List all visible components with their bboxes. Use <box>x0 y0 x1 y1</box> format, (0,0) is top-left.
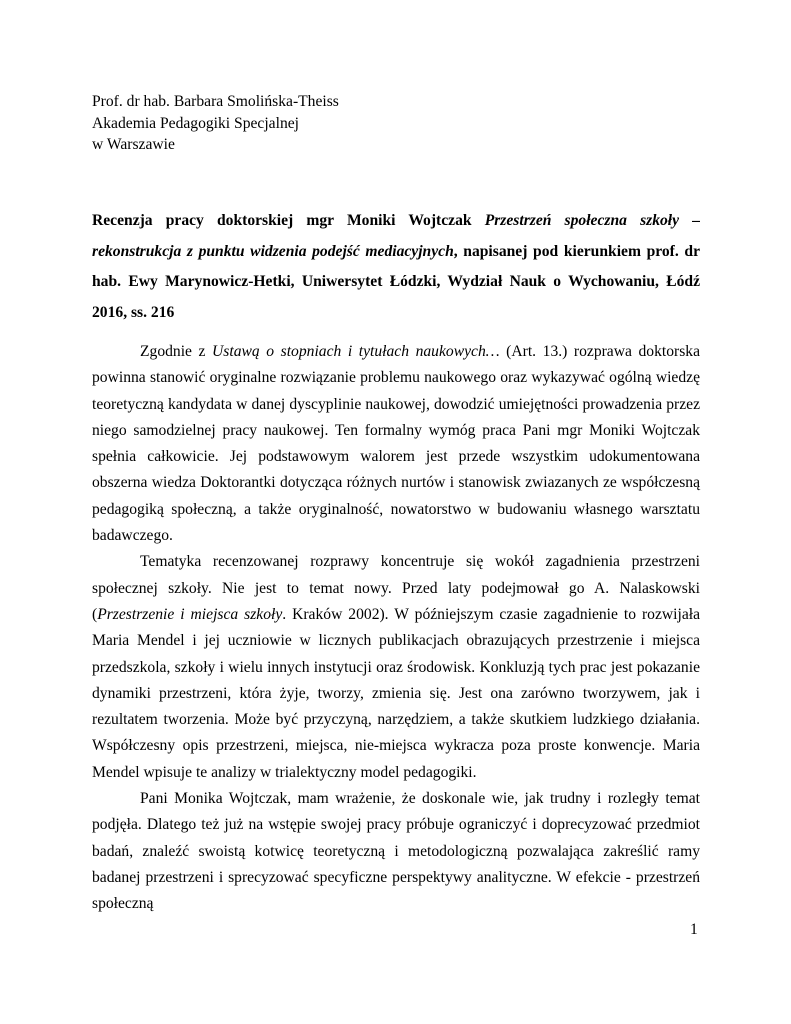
author-address-block <box>92 91 339 156</box>
page-number: 1 <box>690 921 698 938</box>
author-city: w Warszawie <box>92 136 175 153</box>
title-lead: Recenzja pracy doktorskiej mgr Moniki Wojtczak <box>92 212 485 229</box>
title-thesis-name: Przestrzeń społeczna szkoły – rekonstrukcja z punktu widzenia podejść mediacyjnych <box>92 212 700 260</box>
paragraph-2: Tematyka recenzowanej rozprawy koncentruje się wokół zagadnienia przestrzeni społecznej szkoły. Nie jest to temat nowy. Przed laty podejmował go A. Nalaskowski (Przestrzenie i miejsca szkoły. Kraków 2002). W późniejszym czasie zagadnienie to rozwijała Maria Mendel i jej uczniowie w licznych publikacjach obrazujących przestrzenie i miejsca przedszkola, szkoły i wielu innych instytucji oraz środowisk. Konkluzją tych prac jest pokazanie dynamiki przestrzeni, która żyje, tworzy, zmienia się. Jest ona zarówno tworzywem, jak i rezultatem tworzenia. Może być przyczyną, narzędziem, a także skutkiem ludzkiego działania. Współczesny opis przestrzeni, miejsca, nie-miejsca wykracza poza proste konwencje. Maria Mendel wpisuje te analizy w trialektyczny model pedagogiki. <box>92 553 700 781</box>
review-title <box>92 206 700 328</box>
paragraph-1: Zgodnie z Ustawą o stopniach i tytułach naukowych… (Art. 13.) rozprawa doktorska powinna stanowić oryginalne rozwiązanie problemu naukowego oraz wykazywać ogólną wiedzę teoretyczną kandydata w danej dyscyplinie naukowej, dowodzić umiejętności prowadzenia przez niego samodzielnej pracy naukowej. Ten formalny wymóg praca Pani mgr Moniki Wojtczak spełnia całkowicie. Jej podstawowym walorem jest przede wszystkim udokumentowana obszerna wiedza Doktorantki dotycząca różnych nurtów i stanowisk zwiazanych ze współczesną pedagogiką społeczną, a także oryginalność, nowatorstwo w budowaniu własnego warsztatu badawczego. <box>92 343 700 545</box>
author-name: Prof. dr hab. Barbara Smolińska-Theiss <box>92 93 339 110</box>
law-title: Ustawą o stopniach i tytułach naukowych… <box>212 343 500 360</box>
paragraph-3: Pani Monika Wojtczak, mam wrażenie, że doskonale wie, jak trudny i rozległy temat podjęła. Dlatego też już na wstępie swojej pracy próbuje ograniczyć i doprecyzować przedmiot badań, znaleźć swoistą kotwicę teoretyczną i metodologiczną pozwalająca zakreślić ramy badanej przestrzeni i sprecyzować specyficzne perspektywy analityczne. W efekcie - przestrzeń społeczną <box>92 790 700 913</box>
author-institution: Akademia Pedagogiki Specjalnej <box>92 114 299 132</box>
cited-book-title: Przestrzenie i miejsca szkoły <box>97 605 283 623</box>
review-body <box>92 339 700 918</box>
title-details: , napisanej pod kierunkiem prof. dr hab. Ewy Marynowicz-Hetki, Uniwersytet Łódzki, Wydział Nauk o Wychowaniu, Łódź 2016, ss. 216 <box>92 242 701 321</box>
